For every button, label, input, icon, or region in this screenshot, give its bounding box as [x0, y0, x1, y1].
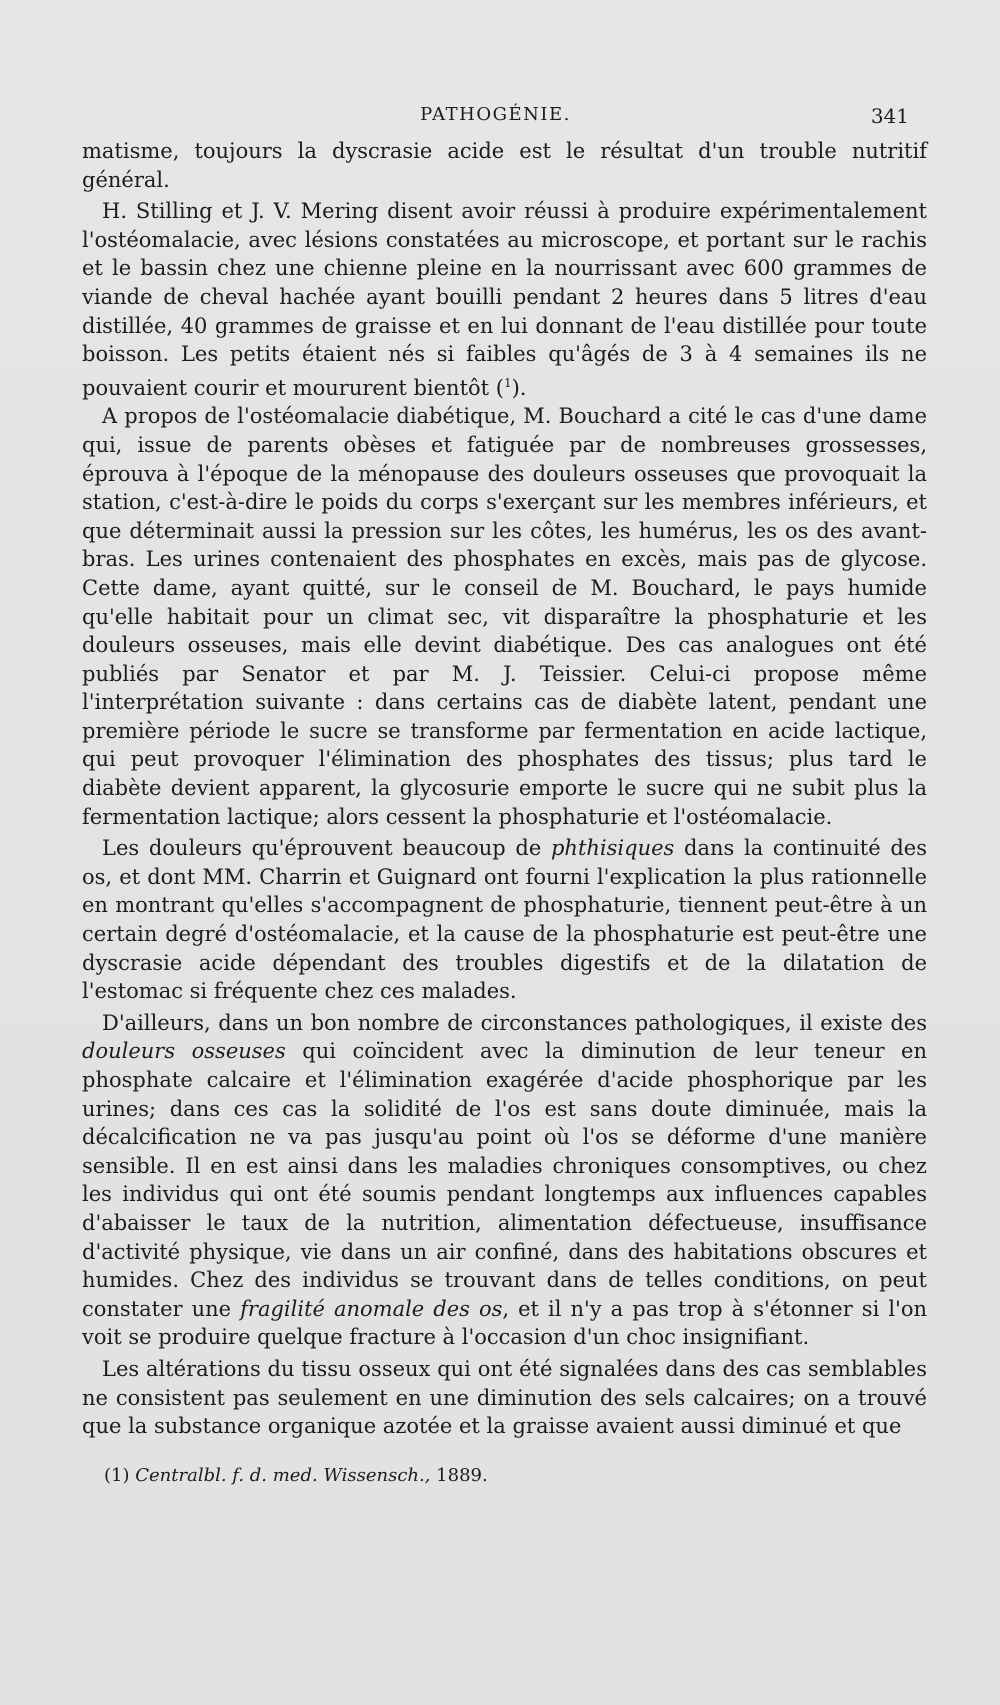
paragraph-4-text-b: dans la continuité des os, et dont MM. Charrin et Guignard ont fourni l'explication la plus rationnelle en montrant qu'elles s'accompagnent de phosphaturie, tiennent peut-être à un certain degré d'ostéomalacie, et la cause de la phosphaturie est peut-être une dyscrasie acide dépendant des troubles digestifs et de la dilatation de l'estomac si fréquente chez ces malades. [82, 836, 927, 1004]
paragraph-3: A propos de l'ostéomalacie diabétique, M. Bouchard a cité le cas d'une dame qui, issue de parents obèses et fatiguée par de nombreuses grossesses, éprouva à l'époque de la ménopause des douleurs osseuses que provoquait la station, c'est-à-dire le poids du corps s'exerçant sur les membres inférieurs, et que déterminait aussi la pression sur les côtes, les humérus, les os des avant-bras. Les urines contenaient des phosphates en excès, mais pas de glycose. Cette dame, ayant quitté, sur le conseil de M. Bouchard, le pays humide qu'elle habitait pour un climat sec, vit disparaître la phosphaturie et les douleurs osseuses, mais elle devint diabétique. Des cas analogues ont été publiés par Senator et par M. J. Teissier. Celui-ci propose même l'interprétation suivante : dans certains cas de diabète latent, pendant une première période le sucre se transforme par fermentation en acide lactique, qui peut provoquer l'élimination des phosphates des tissus; plus tard le diabète devient apparent, la glycosurie emporte le sucre qui ne subit plus la fermentation lactique; alors cessent la phosphaturie et l'ostéomalacie. [82, 404, 927, 829]
fragilite-term: fragilité anomale des os [240, 1296, 503, 1321]
paragraph-4-text-a: Les douleurs qu'éprouvent beaucoup de [102, 836, 551, 861]
paragraph-2-end: ). [511, 375, 527, 400]
paragraph-1: matisme, toujours la dyscrasie acide est le résultat d'un trouble nutritif général. [82, 139, 927, 192]
paragraph-5-text-c: , et il n'y a pas trop à s'étonner si l'on voit se produire quelque fracture à l'occasion d'un choc insignifiant. [82, 1296, 927, 1350]
body-text [82, 137, 927, 1441]
page-number: 341 [870, 104, 909, 128]
footnote [104, 1465, 804, 1486]
paragraph-2-text: H. Stilling et J. V. Mering disent avoir réussi à produire expérimentalement l'ostéomalacie, avec lésions constatées au microscope, et portant sur le rachis et le bassin chez une chienne pleine en la nourrissant avec 600 grammes de viande de cheval hachée ayant bouilli pendant 2 heures dans 5 litres d'eau distillée, 40 grammes de graisse et en lui donnant de l'eau distillée pour toute boisson. Les petits étaient nés si faibles qu'âgés de 3 à 4 semaines ils ne pouvaient courir et moururent bientôt ( [82, 199, 927, 400]
running-title: PATHOGÉNIE. [420, 104, 571, 125]
footnote-ref: 1 [503, 375, 512, 390]
paragraph-5-text-b: qui coïncident avec la diminution de leur teneur en phosphate calcaire et l'élimination exagérée d'acide phosphorique par les urines; dans ces cas la solidité de l'os est sans doute diminuée, mais la décalcification ne va pas jusqu'au point où l'os se déforme d'une manière sensible. Il en est ainsi dans les maladies chroniques consomptives, ou chez les individus qui ont été soumis pendant longtemps aux influences capables d'abaisser le taux de la nutrition, alimentation défectueuse, insuffisance d'activité physique, vie dans un air confiné, dans des habitations obscures et humides. Chez des individus se trouvant dans de telles conditions, on peut constater une [82, 1039, 927, 1321]
footnote-year: 1889. [430, 1465, 488, 1486]
footnote-number: (1) [104, 1465, 130, 1486]
paragraph-5 [82, 1009, 927, 1352]
paragraph-6: Les altérations du tissu osseux qui ont été signalées dans des cas semblables ne consistent pas seulement en une diminution des sels calcaires; on a trouvé que la substance organique azotée et la graisse avaient aussi diminué et que [82, 1356, 927, 1439]
paragraph-2 [82, 197, 927, 402]
page-header [82, 104, 909, 130]
douleurs-osseuses-term: douleurs osseuses [82, 1039, 286, 1064]
paragraph-5-text-a: D'ailleurs, dans un bon nombre de circonstances pathologiques, il existe des [102, 1010, 927, 1035]
phthisiques-term: phthisiques [550, 836, 675, 861]
footnote-journal: Centralbl. f. d. med. Wissensch., [135, 1465, 431, 1486]
paragraph-4 [82, 834, 927, 1006]
